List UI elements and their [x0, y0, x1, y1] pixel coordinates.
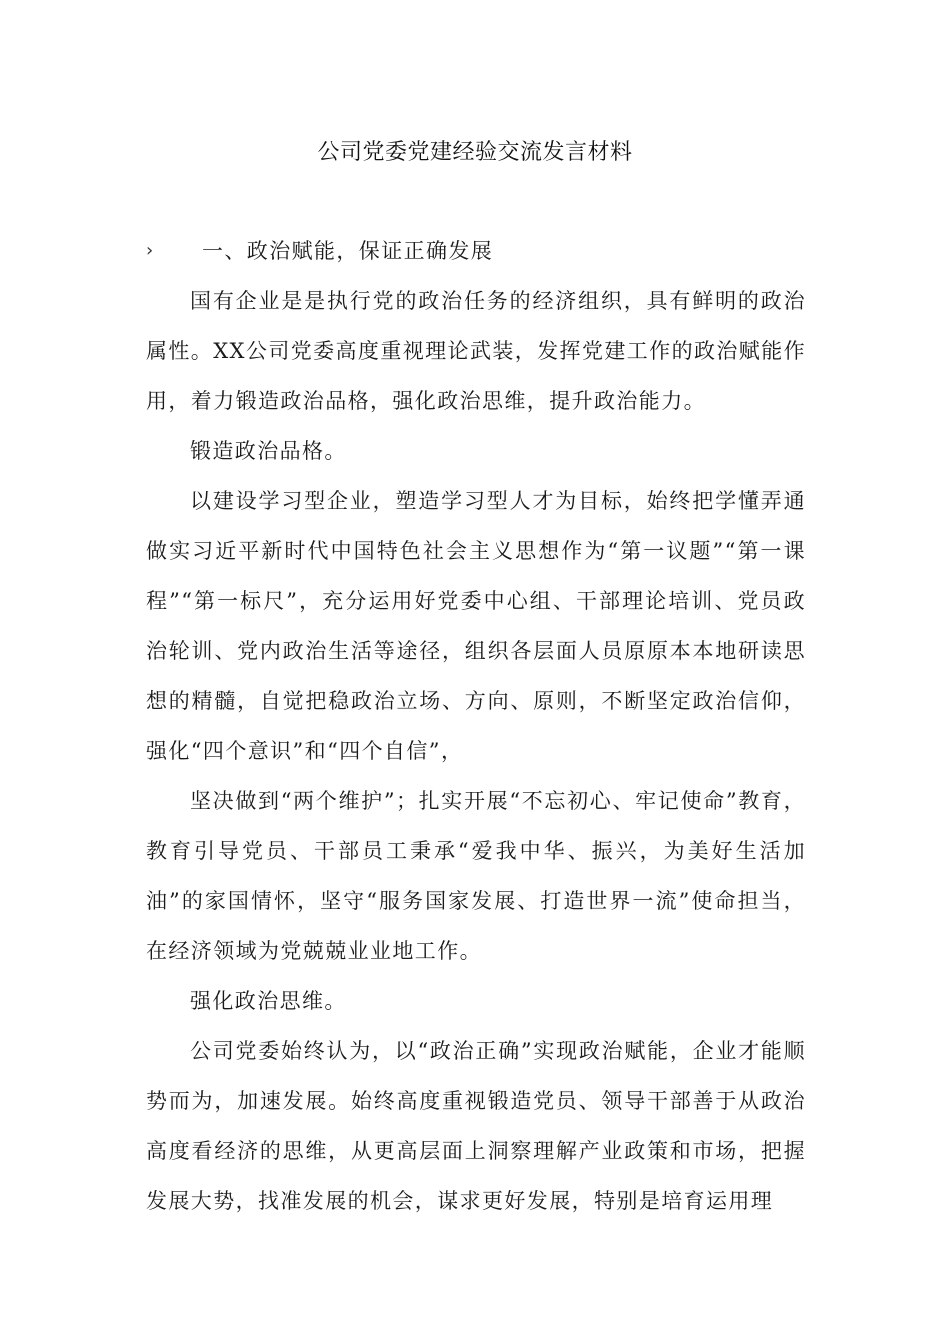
paragraph: 以建设学习型企业，塑造学习型人才为目标，始终把学懂弄通做实习近平新时代中国特色社会主义思想作为“第一议题”“第一课程”“第一标尺”，充分运用好党委中心组、干部理论培训、党员政治轮训、党内政治生活等途径，组织各层面人员原原本本地研读思想的精髓，自觉把稳政治立场、方向、原则，不断坚定政治信仰，强化“四个意识”和“四个自信”， — [146, 489, 806, 763]
document-title: 公司党委党建经验交流发言材料 — [317, 140, 633, 165]
subheading: 强化政治思维。 — [190, 989, 347, 1013]
bullet-arrow-icon: › — [146, 240, 155, 261]
paragraph: 公司党委始终认为，以“政治正确”实现政治赋能，企业才能顺势而为，加速发展。始终高度重视锻造党员、领导干部善于从政治高度看经济的思维，从更高层面上洞察理解产业政策和市场，把握发展大势，找准发展的机会，谋求更好发展，特别是培育运用理 — [146, 1039, 806, 1213]
document-body — [146, 226, 806, 1226]
section-heading — [146, 226, 806, 276]
paragraph: 坚决做到“两个维护”；扎实开展“不忘初心、牢记使命”教育，教育引导党员、干部员工秉承“爱我中华、振兴，为美好生活加油”的家国情怀，坚守“服务国家发展、打造世界一流”使命担当，在经济领域为党兢兢业业地工作。 — [146, 789, 806, 963]
paragraph: 国有企业是是执行党的政治任务的经济组织，具有鲜明的政治属性。XX公司党委高度重视理论武装，发挥党建工作的政治赋能作用，着力锻造政治品格，强化政治思维，提升政治能力。 — [146, 289, 806, 413]
section-heading-text: 一、政治赋能，保证正确发展 — [202, 239, 494, 263]
subheading: 锻造政治品格。 — [190, 439, 347, 463]
